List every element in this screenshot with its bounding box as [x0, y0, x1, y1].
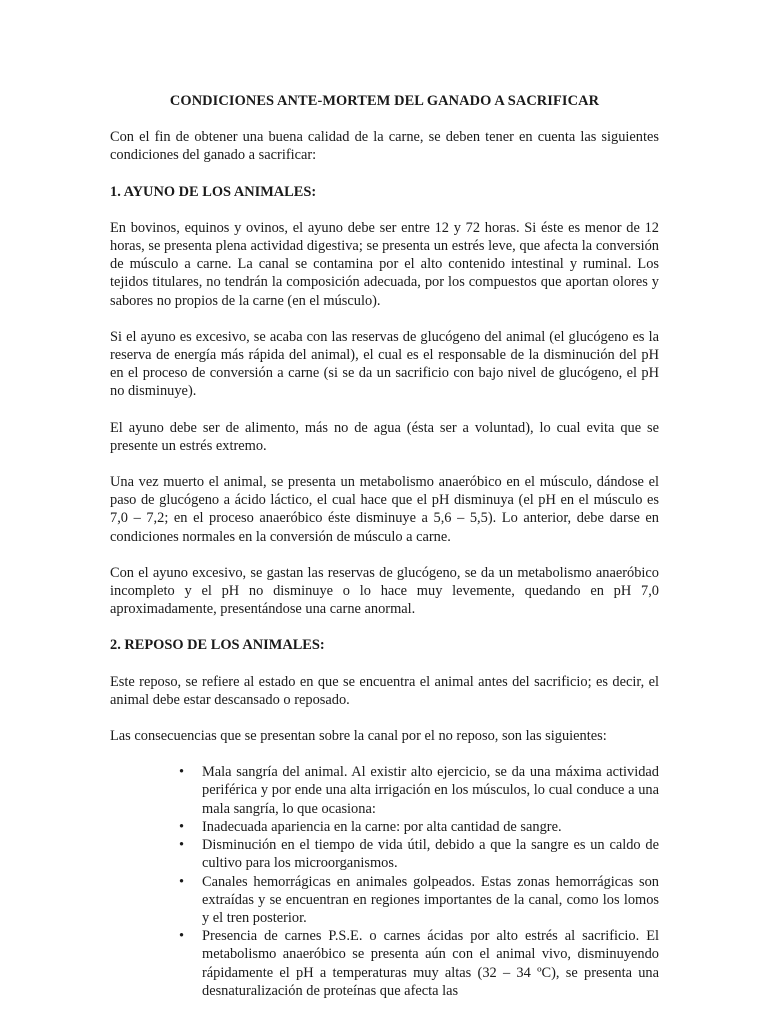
section-1-paragraph: Una vez muerto el animal, se presenta un metabolismo anaeróbico en el músculo, dándose el paso de glucógeno a ácido láctico, el cual hace que el pH disminuya (el pH en el músculo es 7,0 – 7,2; en el proceso anaeróbico éste disminuye a 5,6 – 5,5). Lo anterior, debe darse en condiciones normales en la conversión de músculo a carne. [110, 474, 659, 545]
document-page [110, 92, 659, 1000]
section-1-paragraph: Si el ayuno es excesivo, se acaba con las reservas de glucógeno del animal (el glucógeno es la reserva de energía más rápida del animal), el cual es el responsable de la disminución del pH en el proceso de conversión a carne (si se da un sacrificio con bajo nivel de glucógeno, el pH no disminuye). [110, 328, 659, 400]
bullet-icon: • [179, 928, 185, 945]
section-2-heading: 2. REPOSO DE LOS ANIMALES: [110, 637, 325, 654]
document-title: CONDICIONES ANTE-MORTEM DEL GANADO A SACRIFICAR [169, 93, 600, 109]
bullet-icon: • [179, 837, 185, 854]
consequences-list [110, 763, 659, 1000]
section-1-heading: 1. AYUNO DE LOS ANIMALES: [110, 183, 317, 200]
list-item-text: Canales hemorrágicas en animales golpeados. Estas zonas hemorrágicas son extraídas y se encuentran en regiones importantes de la canal, como los lomos y el tren posterior. [202, 873, 659, 926]
list-item [179, 927, 659, 1000]
bullet-icon: • [179, 873, 185, 890]
section-1-paragraph: Con el ayuno excesivo, se gastan las reservas de glucógeno, se da un metabolismo anaeróbico incompleto y el pH no disminuye o lo hace muy levemente, quedando en pH 7,0 aproximadamente, presentándose una carne anormal. [110, 564, 659, 618]
section-2-paragraph: Este reposo, se refiere al estado en que se encuentra el animal antes del sacrificio; es decir, el animal debe estar descansado o reposado. [110, 673, 659, 708]
section-1-paragraph: El ayuno debe ser de alimento, más no de agua (ésta ser a voluntad), lo cual evita que se presente un estrés extremo. [110, 419, 659, 454]
list-item [179, 818, 659, 836]
list-item-text: Mala sangría del animal. Al existir alto ejercicio, se da una máxima actividad periférica y por ende una alta irrigación en los músculos, lo cual conduce a una mala sangría, lo que ocasiona: [202, 764, 659, 817]
section-1-paragraph: En bovinos, equinos y ovinos, el ayuno debe ser entre 12 y 72 horas. Si éste es menor de 12 horas, se presenta plena actividad digestiva; se presenta un estrés leve, que afecta la conversión de músculo a carne. La canal se contamina por el alto contenido intestinal y ruminal. Los tejidos titulares, no tendrán la composición adecuada, por los compuestos que aportan olores y sabores no propios de la carne (en el músculo). [110, 219, 659, 309]
bullet-icon: • [179, 818, 185, 835]
bullet-icon: • [179, 764, 185, 781]
list-item-text: Inadecuada apariencia en la carne: por alta cantidad de sangre. [202, 818, 562, 835]
list-item [179, 836, 659, 872]
intro-paragraph: Con el fin de obtener una buena calidad de la carne, se deben tener en cuenta las siguientes condiciones del ganado a sacrificar: [110, 129, 659, 164]
list-item [179, 873, 659, 928]
list-item [179, 763, 659, 818]
list-item-text: Disminución en el tiempo de vida útil, debido a que la sangre es un caldo de cultivo para los microorganismos. [202, 837, 659, 872]
list-item-text: Presencia de carnes P.S.E. o carnes ácidas por alto estrés al sacrificio. El metabolismo anaeróbico se presenta aún con el animal vivo, disminuyendo rápidamente el pH a temperaturas muy altas (32 – 34 ºC), se presenta una desnaturalización de proteínas que afecta las [202, 928, 659, 999]
section-2-paragraph: Las consecuencias que se presentan sobre la canal por el no reposo, son las siguientes: [110, 728, 607, 745]
